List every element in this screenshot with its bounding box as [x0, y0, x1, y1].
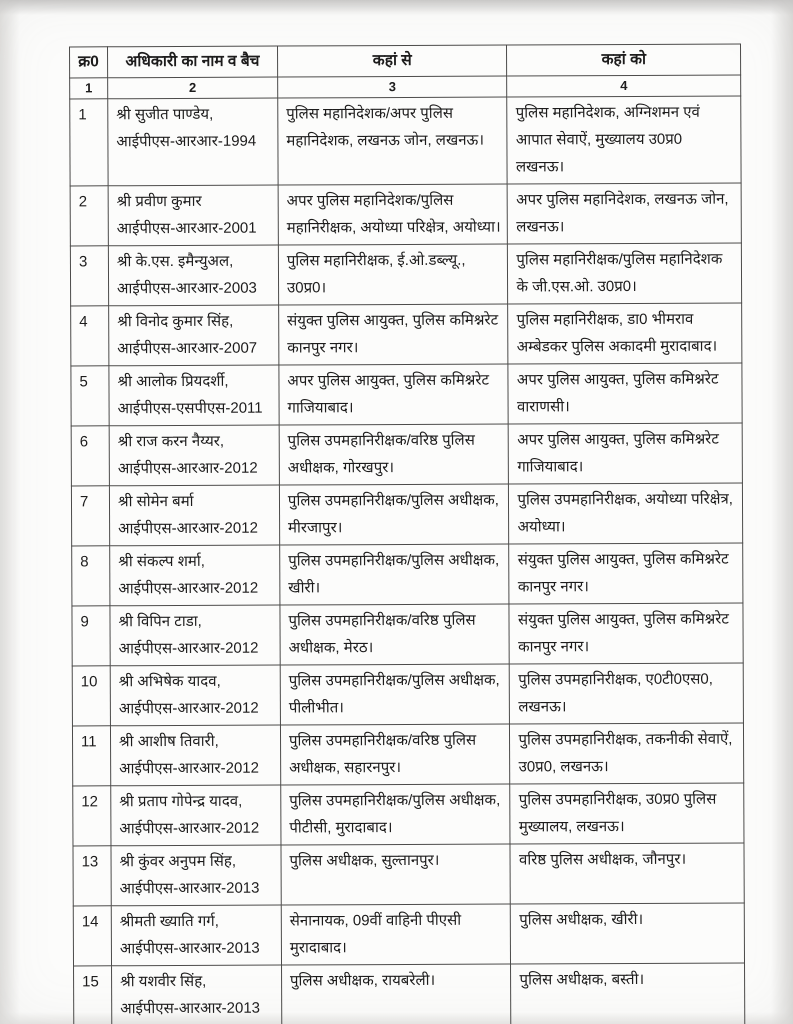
serial-number-cell: 1	[70, 99, 108, 186]
serial-number-cell: 14	[73, 906, 111, 966]
officer-name: श्री यशवीर सिंह,	[120, 972, 207, 991]
officer-batch: आईपीएस-आरआर-2003	[116, 279, 257, 298]
column-header-2: अधिकारी का नाम व बैच	[107, 46, 277, 78]
officer-name-batch-cell	[111, 845, 281, 906]
table-row	[74, 963, 745, 1024]
officer-batch: आईपीएस-आरआर-2001	[116, 219, 257, 238]
serial-number-cell: 10	[72, 666, 110, 726]
officer-name: श्री प्रवीण कुमार	[116, 192, 202, 211]
officer-batch: आईपीएस-आरआर-2012	[119, 759, 259, 778]
posting-to-cell: वरिष्ठ पुलिस अधीक्षक, जौनपुर।	[510, 843, 744, 904]
serial-number-cell: 9	[72, 606, 110, 666]
officer-transfer-table	[69, 44, 745, 1024]
table-row	[72, 603, 743, 666]
officer-name: श्रीमती ख्याति गर्ग,	[119, 912, 219, 931]
posting-to-cell: पुलिस उपमहानिरीक्षक, तकनीकी सेवाऐं, उ0प्र0, लखनऊ।	[510, 723, 744, 784]
column-number-1: 1	[70, 78, 108, 99]
officer-batch: आईपीएस-आरआर-2012	[118, 579, 259, 598]
serial-number-cell: 4	[71, 306, 109, 366]
posting-from-cell: पुलिस उपमहानिरीक्षक/वरिष्ठ पुलिस अधीक्षक, सहारनपुर।	[280, 724, 510, 785]
officer-name-batch-cell	[109, 485, 279, 546]
posting-from-cell: अपर पुलिस महानिदेशक/पुलिस महानिरीक्षक, अयोध्या परिक्षेत्र, अयोध्या।	[278, 184, 508, 245]
posting-to-cell: पुलिस अधीक्षक, खीरी।	[511, 903, 745, 964]
column-header-1: क्र0	[70, 47, 108, 78]
officer-name-batch-cell	[111, 785, 281, 846]
officer-name-batch-cell	[111, 905, 281, 966]
officer-name: श्री अभिषेक यादव,	[118, 672, 221, 691]
officer-name: श्री कुंवर अनुपम सिंह,	[119, 852, 237, 871]
posting-to-cell: अपर पुलिस महानिदेशक, लखनऊ जोन, लखनऊ।	[508, 183, 742, 244]
officer-name: श्री आलोक प्रियदर्शी,	[117, 372, 229, 391]
header-row	[70, 44, 741, 78]
officer-name: श्री प्रताप गोपेन्द्र यादव,	[119, 792, 243, 811]
officer-batch: आईपीएस-आरआर-2013	[119, 879, 260, 898]
posting-from-cell: पुलिस अधीक्षक, रायबरेली।	[281, 964, 511, 1024]
posting-from-cell: पुलिस उपमहानिरीक्षक/पुलिस अधीक्षक, मीरजापुर।	[279, 484, 509, 545]
serial-number-cell: 15	[74, 966, 112, 1024]
officer-name-batch-cell	[111, 965, 281, 1024]
column-number-3: 3	[278, 76, 508, 98]
officer-name: श्री आशीष तिवारी,	[118, 732, 219, 751]
officer-batch: आईपीएस-एसपीएस-2011	[117, 399, 263, 418]
officer-name-batch-cell	[110, 545, 280, 606]
column-number-2: 2	[108, 77, 278, 99]
posting-from-cell: पुलिस उपमहानिरीक्षक/पुलिस अधीक्षक, खीरी।	[280, 544, 510, 605]
serial-number-cell: 5	[71, 366, 109, 426]
serial-number-cell: 8	[72, 546, 110, 606]
posting-to-cell: पुलिस महानिरीक्षक/पुलिस महानिदेशक के जी.एस.ओ. उ0प्र0।	[508, 243, 742, 304]
table-row	[71, 303, 742, 366]
posting-to-cell: पुलिस उपमहानिरीक्षक, ए0टी0एस0, लखनऊ।	[510, 663, 744, 724]
officer-name-batch-cell	[108, 98, 278, 186]
posting-to-cell: पुलिस महानिदेशक, अग्निशमन एवं आपात सेवाऐं, मुख्यालय उ0प्र0 लखनऊ।	[507, 96, 741, 184]
serial-number-cell: 3	[70, 246, 108, 306]
posting-to-cell: पुलिस महानिरीक्षक, डा0 भीमराव अम्बेडकर पुलिस अकादमी मुरादाबाद।	[508, 303, 742, 364]
table-row	[70, 183, 741, 246]
officer-name: श्री संकल्प शर्मा,	[118, 552, 205, 571]
table-row	[71, 363, 742, 426]
posting-to-cell: संयुक्त पुलिस आयुक्त, पुलिस कमिश्नरेट कानपुर नगर।	[509, 543, 743, 604]
serial-number-cell: 6	[71, 426, 109, 486]
officer-batch: आईपीएस-आरआर-1994	[116, 132, 257, 151]
officer-name-batch-cell	[110, 665, 280, 726]
table-row	[70, 243, 741, 306]
table-row	[72, 543, 743, 606]
officer-batch: आईपीएस-आरआर-2012	[117, 459, 258, 478]
table-body	[70, 96, 745, 1024]
column-header-4: कहां को	[507, 44, 741, 76]
table-row	[73, 843, 744, 906]
table-row	[71, 483, 742, 546]
posting-to-cell: अपर पुलिस आयुक्त, पुलिस कमिश्नरेट वाराणसी।	[508, 363, 742, 424]
column-header-3: कहां से	[277, 45, 507, 77]
serial-number-cell: 12	[73, 786, 111, 846]
officer-name-batch-cell	[109, 305, 279, 366]
officer-batch: आईपीएस-आरआर-2013	[120, 999, 261, 1018]
posting-to-cell: पुलिस उपमहानिरीक्षक, अयोध्या परिक्षेत्र, अयोध्या।	[509, 483, 743, 544]
officer-name-batch-cell	[109, 365, 279, 426]
officer-name: श्री विपिन टाडा,	[118, 612, 202, 631]
officer-name: श्री के.एस. इमैन्युअल,	[116, 252, 234, 271]
serial-number-cell: 2	[70, 186, 108, 246]
posting-to-cell: संयुक्त पुलिस आयुक्त, पुलिस कमिश्नरेट कानपुर नगर।	[509, 603, 743, 664]
posting-from-cell: पुलिस उपमहानिरीक्षक/पुलिस अधीक्षक, पीटीसी, मुरादाबाद।	[281, 784, 511, 845]
posting-to-cell: पुलिस उपमहानिरीक्षक, उ0प्र0 पुलिस मुख्यालय, लखनऊ।	[510, 783, 744, 844]
officer-name: श्री विनोद कुमार सिंह,	[117, 312, 234, 331]
officer-name: श्री सुजीत पाण्डेय,	[116, 105, 214, 124]
officer-batch: आईपीएस-आरआर-2007	[117, 339, 258, 358]
serial-number-cell: 13	[73, 846, 111, 906]
column-number-4: 4	[507, 75, 741, 97]
posting-from-cell: सेनानायक, 09वीं वाहिनी पीएसी मुरादाबाद।	[281, 904, 511, 965]
posting-from-cell: पुलिस महानिरीक्षक, ई.ओ.डब्ल्यू., उ0प्र0।	[278, 244, 508, 305]
posting-from-cell: पुलिस उपमहानिरीक्षक/वरिष्ठ पुलिस अधीक्षक, मेरठ।	[280, 604, 510, 665]
posting-from-cell: अपर पुलिस आयुक्त, पुलिस कमिश्नरेट गाजियाबाद।	[279, 364, 509, 425]
posting-to-cell: अपर पुलिस आयुक्त, पुलिस कमिश्नरेट गाजियाबाद।	[509, 423, 743, 484]
table-row	[70, 96, 741, 186]
officer-batch: आईपीएस-आरआर-2012	[118, 699, 259, 718]
posting-to-cell: पुलिस अधीक्षक, बस्ती।	[511, 963, 745, 1024]
officer-name-batch-cell	[110, 605, 280, 666]
table-row	[73, 903, 744, 966]
table-row	[71, 423, 742, 486]
officer-name-batch-cell	[110, 725, 280, 786]
officer-name-batch-cell	[109, 425, 279, 486]
officer-name-batch-cell	[108, 245, 278, 306]
serial-number-cell: 7	[71, 486, 109, 546]
table-row	[72, 663, 743, 726]
table-row	[72, 723, 743, 786]
posting-from-cell: पुलिस उपमहानिरीक्षक/पुलिस अधीक्षक, पीलीभीत।	[280, 664, 510, 725]
posting-from-cell: पुलिस उपमहानिरीक्षक/वरिष्ठ पुलिस अधीक्षक, गोरखपुर।	[279, 424, 509, 485]
officer-batch: आईपीएस-आरआर-2012	[118, 639, 259, 658]
officer-batch: आईपीएस-आरआर-2013	[119, 939, 260, 958]
officer-batch: आईपीएस-आरआर-2012	[118, 519, 258, 538]
posting-from-cell: पुलिस महानिदेशक/अपर पुलिस महानिदेशक, लखनऊ जोन, लखनऊ।	[278, 97, 508, 185]
posting-from-cell: पुलिस अधीक्षक, सुल्तानपुर।	[281, 844, 511, 905]
serial-number-cell: 11	[72, 726, 110, 786]
column-number-row	[70, 75, 741, 99]
table-row	[73, 783, 744, 846]
officer-batch: आईपीएस-आरआर-2012	[119, 819, 260, 838]
officer-name: श्री राज करन नैय्यर,	[117, 432, 225, 451]
posting-from-cell: संयुक्त पुलिस आयुक्त, पुलिस कमिश्नरेट कानपुर नगर।	[279, 304, 509, 365]
officer-name: श्री सोमेन बर्मा	[117, 492, 194, 511]
officer-name-batch-cell	[108, 185, 278, 246]
